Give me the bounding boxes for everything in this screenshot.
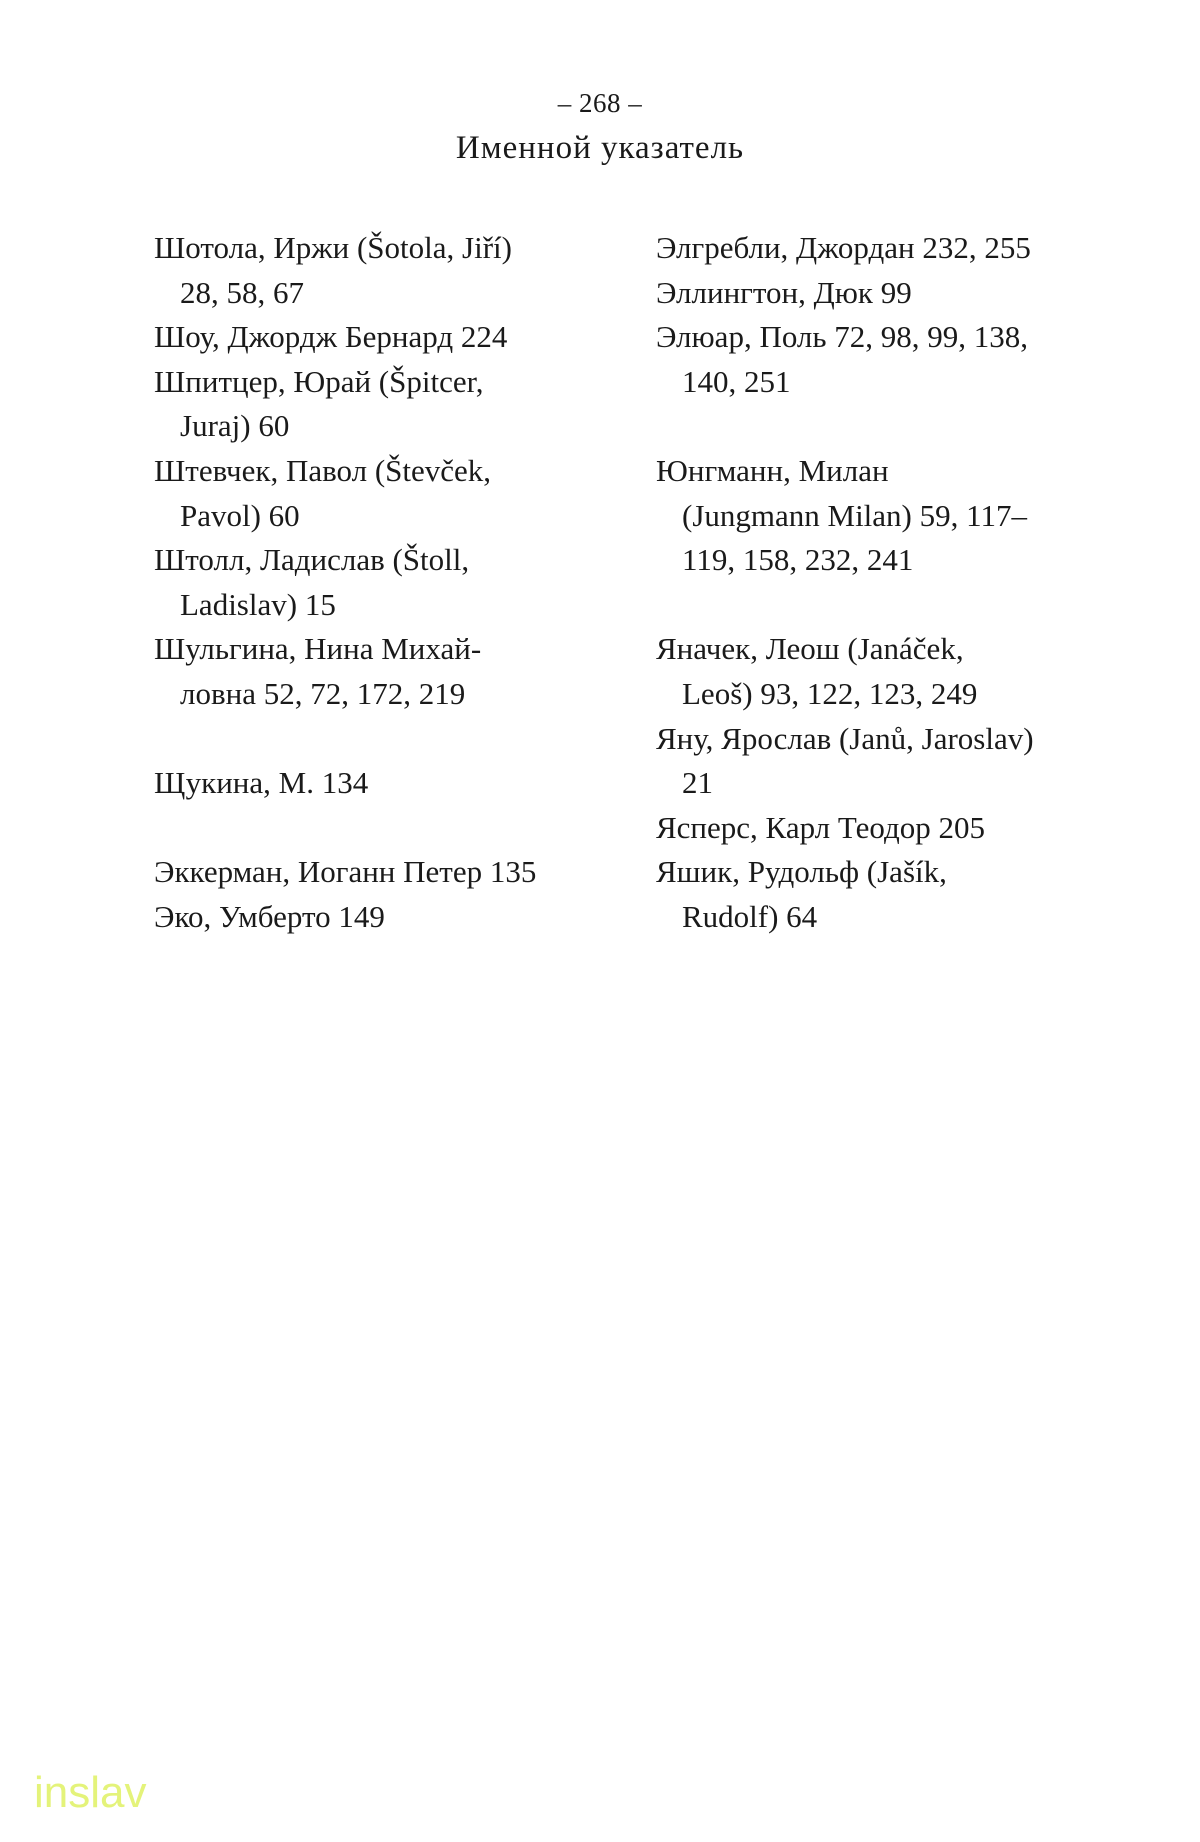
index-entry-line: Ясперс, Карл Теодор 205 bbox=[656, 809, 986, 845]
watermark: inslav bbox=[34, 1768, 147, 1817]
index-entry-line: Юнгманн, Милан bbox=[656, 452, 889, 488]
index-entry-line: Эко, Умберто 149 bbox=[154, 898, 385, 934]
index-entry-line: Элгребли, Джордан 232, 255 bbox=[656, 230, 1031, 265]
index-entry-line: Juraj) 60 bbox=[180, 408, 290, 444]
index-column-right bbox=[656, 226, 1096, 940]
index-entry-line: Яну, Ярослав (Janů, Jaroslav) bbox=[656, 720, 1034, 756]
index-entry-line: (Jungmann Milan) 59, 117– bbox=[682, 497, 1027, 533]
index-column-left bbox=[154, 226, 594, 940]
index-entry-line: 28, 58, 67 bbox=[180, 274, 304, 310]
index-entry bbox=[154, 538, 594, 627]
index-entry-line: Шпитцер, Юрай (Špitcer, bbox=[154, 363, 484, 399]
letter-group-gap bbox=[656, 404, 1096, 449]
index-entry-line: Шотола, Иржи (Šotola, Jiří) bbox=[154, 230, 512, 265]
index-entry-line: 140, 251 bbox=[682, 363, 791, 399]
index-entry bbox=[154, 761, 594, 806]
index-entry-line: Элюар, Поль 72, 98, 99, 138, bbox=[656, 319, 1029, 355]
index-entry bbox=[154, 627, 594, 716]
index-entry-line: Штевчек, Павол (Števček, bbox=[154, 452, 492, 488]
index-entry-line: Эккерман, Иоганн Петер 135 bbox=[154, 854, 537, 890]
section-title: Именной указатель bbox=[455, 130, 745, 166]
index-entry-line: Яначек, Леош (Janáček, bbox=[656, 631, 964, 667]
index-entry-line: Шоу, Джордж Бернард 224 bbox=[154, 319, 508, 355]
index-entry bbox=[656, 850, 1096, 939]
index-entry-line: Шульгина, Нина Михай- bbox=[154, 631, 482, 667]
letter-group-gap bbox=[154, 717, 594, 762]
index-entry-line: Rudolf) 64 bbox=[682, 898, 818, 934]
index-entry bbox=[154, 449, 594, 538]
index-entry-line: Щукина, М. 134 bbox=[154, 765, 369, 801]
index-entry bbox=[656, 717, 1096, 806]
index-entry-line: Яшик, Рудольф (Jašík, bbox=[656, 854, 947, 890]
index-entry bbox=[656, 315, 1096, 404]
index-entry bbox=[154, 315, 594, 360]
index-entry bbox=[154, 850, 594, 895]
index-entry-line: Штолл, Ладислав (Štoll, bbox=[154, 542, 470, 578]
page-number: – 268 – bbox=[557, 88, 643, 118]
letter-group-gap bbox=[154, 806, 594, 851]
index-entry bbox=[656, 806, 1096, 851]
index-entry-line: Leoš) 93, 122, 123, 249 bbox=[682, 675, 978, 711]
index-entry-line: 21 bbox=[682, 765, 713, 801]
index-entry-line: 119, 158, 232, 241 bbox=[682, 542, 914, 578]
index-entry bbox=[656, 627, 1096, 716]
index-entry bbox=[154, 895, 594, 940]
index-entry bbox=[656, 271, 1096, 316]
index-entry bbox=[656, 449, 1096, 583]
index-entry-line: ловна 52, 72, 172, 219 bbox=[180, 675, 466, 711]
index-entry-line: Эллингтон, Дюк 99 bbox=[656, 274, 912, 310]
index-entry bbox=[154, 226, 594, 315]
index-entry-line: Pavol) 60 bbox=[180, 497, 300, 533]
index-entry bbox=[656, 226, 1096, 271]
index-entry-line: Ladislav) 15 bbox=[180, 586, 336, 622]
index-entry bbox=[154, 360, 594, 449]
letter-group-gap bbox=[656, 583, 1096, 628]
